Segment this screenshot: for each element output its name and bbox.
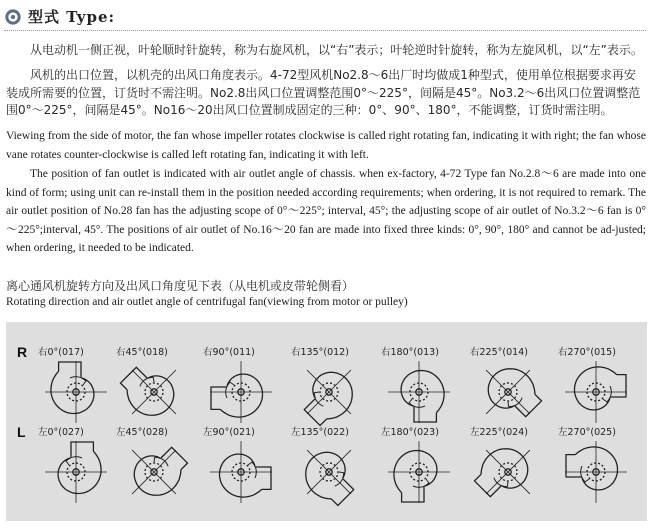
fan-volute-icon (383, 356, 455, 428)
fan-volute-icon (472, 356, 544, 428)
fan-diagram-label: 右0°(017) (38, 347, 84, 358)
section-header (4, 6, 115, 27)
gear-icon (4, 8, 22, 26)
fan-diagram-label: 右225°(014) (470, 347, 528, 358)
fan-diagram-label: 右270°(015) (558, 347, 616, 358)
fan-diagram-r-225 (470, 344, 550, 434)
outlet-duct (59, 362, 81, 377)
fan-volute-icon (293, 356, 365, 428)
fan-diagram-l-0 (38, 424, 118, 514)
fan-diagram-l-225 (470, 424, 550, 514)
outlet-duct (611, 375, 626, 397)
fan-diagram-label: 左180°(023) (381, 427, 439, 438)
fan-diagram-label: 右45°(018) (116, 347, 168, 358)
outlet-duct (211, 387, 226, 409)
fan-diagram-label: 右135°(012) (291, 347, 349, 358)
divider (4, 30, 646, 31)
fan-diagram-label: 右180°(013) (381, 347, 439, 358)
fan-diagram-label: 左90°(021) (203, 427, 255, 438)
zh-paragraph-1: 从电动机一侧正视，叶轮顺时针旋转，称为右旋风机，以“右”表示；叶轮逆时针旋转，称为左旋风机，以“左”表示。 (30, 43, 643, 57)
fan-volute-icon (40, 356, 112, 428)
outlet-duct (402, 487, 424, 502)
row-letter-r: R (17, 344, 28, 360)
fan-volute-icon (40, 436, 112, 508)
fan-volute-icon (118, 436, 190, 508)
fan-diagram-l-135 (291, 424, 371, 514)
fan-diagram-label: 左270°(025) (558, 427, 616, 438)
fan-volute-icon (205, 356, 277, 428)
outlet-duct (71, 442, 93, 457)
fan-diagram-label: 右90°(011) (203, 347, 255, 358)
outlet-duct (414, 407, 436, 422)
fan-diagram-r-180 (381, 344, 461, 434)
fan-diagram-l-90 (203, 424, 283, 514)
fan-orientation-panel (6, 322, 647, 521)
outlet-duct (566, 455, 581, 477)
caption-en: Rotating direction and air outlet angle of centrifugal fan(viewing from motor or pulley) (6, 296, 408, 308)
zh-paragraph-2: 风机的出口位置，以机壳的出风口角度表示。4-72型风机No2.8～6出厂时均做成1种型式，使用单位根据要求再安装成所需要的位置，订货时不需注明。No2.8出风口位置调整范围0°～225°，间隔是45°。No3.2～6出风口位置调整范围0°～225°，间隔是45°。No16～20出风口位置制成固定的三种：0°、90°、180°，不能调整，订货时需注明。 (6, 68, 641, 117)
fan-volute-icon (560, 436, 632, 508)
fan-volute-icon (383, 436, 455, 508)
fan-diagram-label: 左0°(027) (38, 427, 84, 438)
fan-diagram-l-180 (381, 424, 461, 514)
section-title: 型式 Type: (28, 8, 116, 26)
fan-volute-icon (560, 356, 632, 428)
fan-volute-icon (472, 436, 544, 508)
fan-diagram-label: 左45°(028) (116, 427, 168, 438)
fan-diagram-r-90 (203, 344, 283, 434)
fan-diagram-label: 左225°(024) (470, 427, 528, 438)
fan-diagram-label: 左135°(022) (291, 427, 349, 438)
fan-diagram-l-45 (116, 424, 196, 514)
fan-volute-icon (293, 436, 365, 508)
fan-volute-icon (205, 436, 277, 508)
en-paragraph-1: Viewing from the side of motor, the fan whose impeller rotates clockwise is called right rotating fan, indicating it with right; the fan whose vane rotates counter-clockwise is called left rotating fan, indicating it with left. (6, 130, 646, 161)
fan-volute-icon (118, 356, 190, 428)
fan-diagram-r-270 (558, 344, 638, 434)
en-paragraph-2: The position of fan outlet is indicated with air outlet angle of chassis. when ex-factory, 4-72 Type fan No.2.8～6 are made into one kind of form; using unit can re-install them in the position needed according requirements; when ordering, it is not required to remark. The air outlet position of No.28 fan has the adjusting scope of 0°～225°; interval, 45°; the adjusting scope of air outlet of No.3.2～6 fan is 0°～225°;interval, 45°. The positions of air outlet of No.16～20 fan are made into fixed three kinds: 0°, 90°, 180° and cannot be ad-justed; when ordering, it needed to be indicated. (6, 168, 646, 254)
fan-diagram-r-0 (38, 344, 118, 434)
fan-diagram-l-270 (558, 424, 638, 514)
fan-diagram-r-135 (291, 344, 371, 434)
outlet-duct (256, 467, 271, 489)
row-letter-l: L (17, 424, 26, 440)
fan-diagram-r-45 (116, 344, 196, 434)
caption-zh: 离心通风机旋转方向及出风口角度见下表（从电机或皮带轮侧看） (6, 279, 355, 293)
